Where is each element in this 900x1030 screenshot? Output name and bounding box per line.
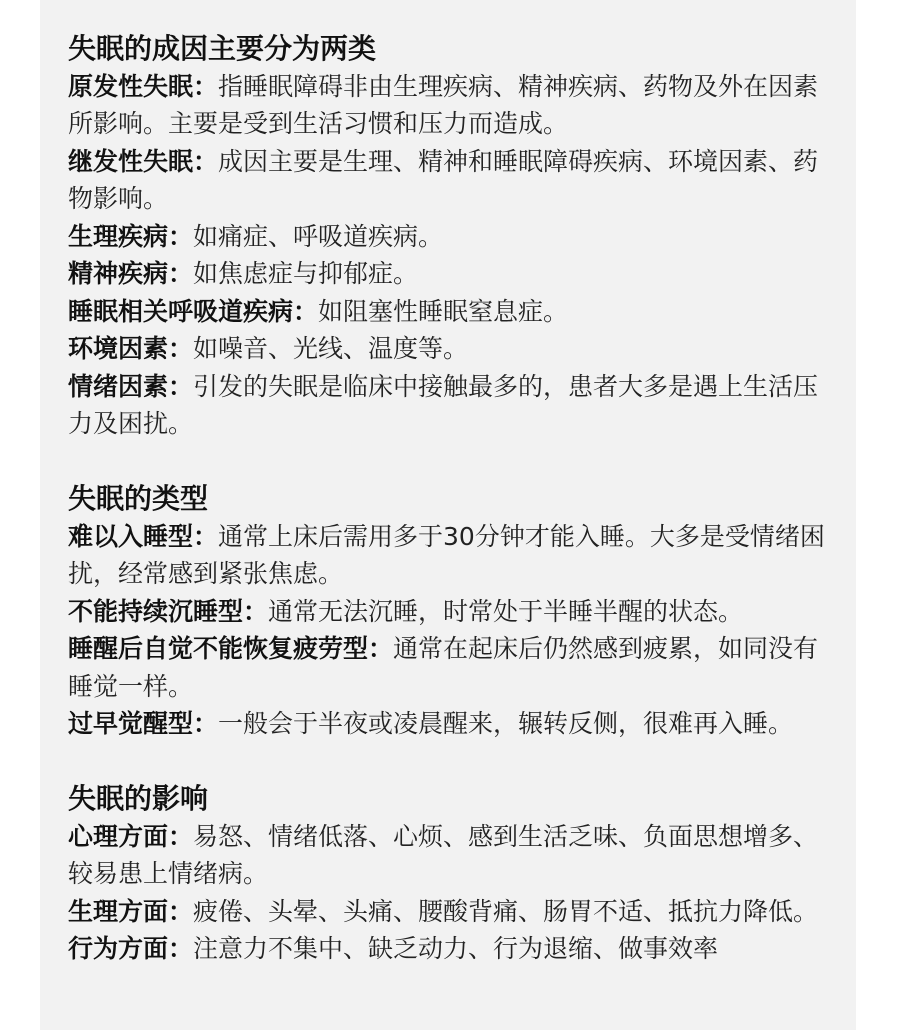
paragraph-environment: [68, 330, 828, 368]
term-description: 指睡眠障碍非由生理疾病、精神疾病、药物及外在因素所影响。主要是受到生活习惯和压力而造成。: [68, 71, 819, 138]
paragraph-physiological: [68, 893, 828, 931]
term-description: 如噪音、光线、温度等。: [193, 334, 469, 363]
term-label: 生理疾病：: [68, 221, 194, 251]
term-description: 易怒、情绪低落、心烦、感到生活乏味、负面思想增多、较易患上情绪病。: [68, 821, 819, 888]
term-label: 行为方面：: [68, 934, 194, 963]
term-label: 精神疾病：: [68, 259, 194, 288]
term-description: 如阻塞性睡眠窒息症。: [318, 296, 569, 326]
term-description: 注意力不集中、缺乏动力、行为退缩、做事效率: [193, 934, 719, 963]
term-description: 如焦虑症与抑郁症。: [193, 259, 419, 288]
paragraph-primary-insomnia: [68, 68, 828, 143]
term-description: 通常无法沉睡，时常处于半睡半醒的状态。: [268, 596, 744, 626]
term-label: 继发性失眠：: [68, 146, 219, 176]
section-title-causes: 失眠的成因主要分为两类: [68, 32, 377, 65]
paragraph-emotion: [68, 368, 828, 443]
section-spacer: [68, 443, 828, 481]
section-title-types: 失眠的类型: [68, 482, 209, 515]
term-label: 难以入睡型：: [68, 521, 219, 551]
term-description: 成因主要是生理、精神和睡眠障碍疾病、环境因素、药物影响。: [68, 146, 819, 213]
term-label: 生理方面：: [68, 896, 194, 926]
paragraph-early-waking: [68, 705, 828, 743]
paragraph-behavioral: [68, 930, 828, 968]
section-title-effects: 失眠的影响: [68, 782, 209, 815]
term-label: 环境因素：: [68, 334, 194, 363]
paragraph-psychological: [68, 818, 828, 893]
term-description: 疲倦、头晕、头痛、腰酸背痛、肠胃不适、抵抗力降低。: [193, 896, 819, 926]
section-spacer: [68, 743, 828, 781]
paragraph-unrefreshing-sleep: [68, 630, 828, 705]
term-description: 一般会于半夜或凌晨醒来，辗转反侧，很难再入睡。: [218, 709, 794, 738]
paragraph-secondary-insomnia: [68, 143, 828, 218]
term-label: 睡醒后自觉不能恢复疲劳型：: [68, 634, 394, 663]
term-description: 通常上床后需用多于30分钟才能入睡。大多是受情绪困扰，经常感到紧张焦虑。: [68, 521, 825, 588]
term-label: 情绪因素：: [68, 371, 194, 401]
term-description: 通常在起床后仍然感到疲累，如同没有睡觉一样。: [68, 634, 819, 701]
term-label: 不能持续沉睡型：: [68, 596, 269, 626]
paragraph-cannot-stay-asleep: [68, 593, 828, 631]
term-label: 原发性失眠：: [68, 71, 219, 101]
paragraph-sleep-breathing: [68, 293, 828, 331]
paragraph-physical-illness: [68, 218, 828, 256]
term-description: 如痛症、呼吸道疾病。: [193, 221, 444, 251]
paragraph-difficulty-falling-asleep: [68, 518, 828, 593]
paragraph-mental-illness: [68, 255, 828, 293]
article-panel: [40, 0, 856, 1030]
term-description: 引发的失眠是临床中接触最多的，患者大多是遇上生活压力及困扰。: [68, 371, 819, 438]
term-label: 过早觉醒型：: [68, 709, 219, 738]
term-label: 睡眠相关呼吸道疾病：: [68, 296, 319, 326]
article-content: [68, 30, 828, 968]
term-label: 心理方面：: [68, 821, 194, 851]
